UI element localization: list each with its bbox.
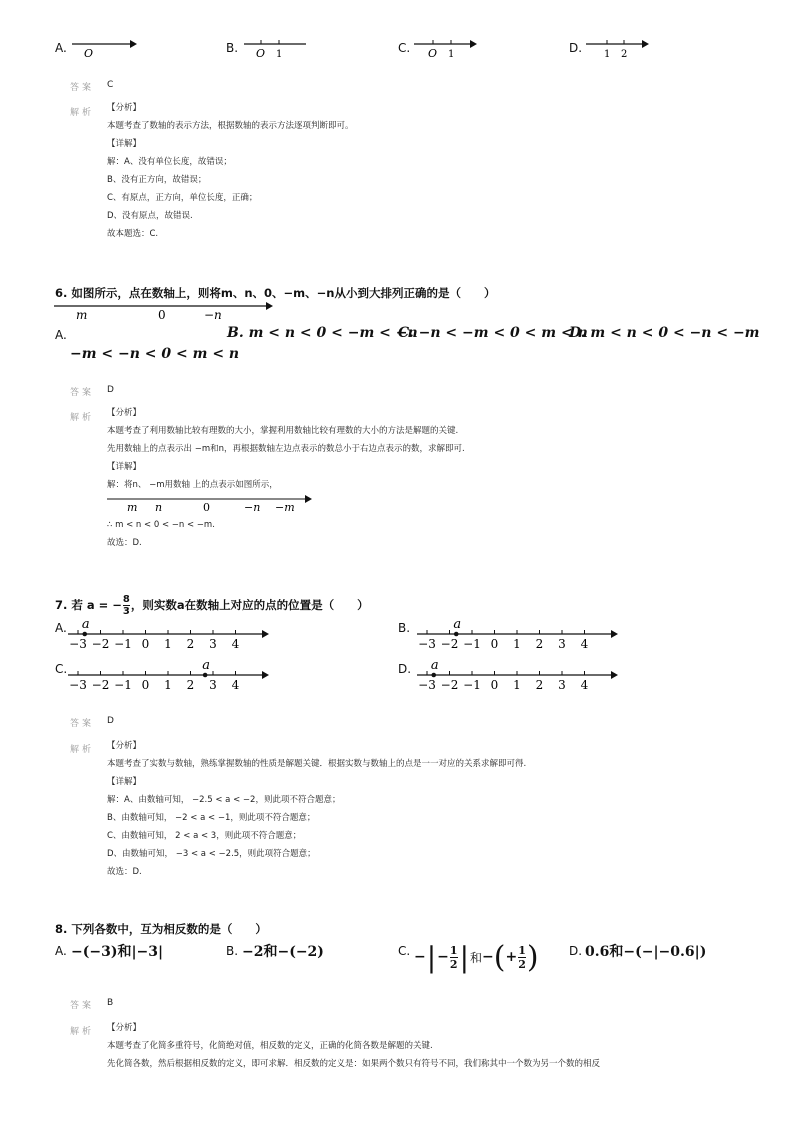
q6-analysis [107,404,465,494]
analysis-line: D、没有原点，故错误. [107,211,193,221]
analysis-line: 【分析】 [107,408,142,418]
q5-option-c-axis [412,36,484,60]
fraction-numerator: 1 [518,943,526,957]
point-label: a [202,659,211,673]
q8-option-c: − | − $\frac{1}{2}$ | 和 − ( + $\frac{1}{2}$ ) [414,939,539,975]
analysis-line: 解：A、由数轴可知， −2.5 < a < −2，则此项不符合题意； [107,795,341,805]
tick-label: −2 [440,637,459,651]
q7-option-c-number-line [66,659,276,693]
analysis-line: 【分析】 [107,103,142,113]
q8-option-c-and: 和 [470,950,483,965]
analysis-line: 解：A、没有单位长度，故错误； [107,157,232,167]
analysis-line: 本题考查了数轴的表示方法，根据数轴的表示方法逐项判断即可。 [107,121,354,131]
q8-analysis [107,1019,600,1073]
answer-value: B [107,998,114,1008]
point-a [454,632,459,637]
analysis-tag: 解析 [70,1027,95,1037]
tick-label: −2 [91,678,110,692]
analysis-line: C、由数轴可知， 2 < a < 3，则此项不符合题意； [107,831,302,841]
analysis-line: 解：将n、 −m用数轴 上的点表示如图所示， [107,480,278,490]
answer-tag: 答案 [70,719,95,729]
tick-label: 0 [490,678,499,692]
axis-label: m [76,308,88,322]
point-a [431,673,436,678]
tick-label: −1 [463,637,481,651]
q7-title-post: ，则实数a在数轴上对应的点的位置是（ ） [130,598,369,612]
fraction-numerator: 8 [122,594,130,605]
q8-option-b-letter: B. [226,944,239,958]
axis-label: 0 [203,501,210,514]
q5-analysis [107,99,354,243]
tick-label: 2 [535,637,544,651]
tick-label: 2 [186,678,195,692]
point-label: a [430,659,439,673]
analysis-line: 先用数轴上的点表示出 −m和n，再根据数轴左边点表示的数总小于右边点表示的数，求解即可. [107,444,465,454]
q8-option-b: −2和−(−2) [242,944,324,960]
fraction-numerator: 1 [449,943,458,957]
q7-title-pre: 7. 若 a = − [55,598,122,612]
analysis-line: D、由数轴可知， −3 < a < −2.5，则此项符合题意； [107,849,316,859]
tick-label: −3 [69,637,87,651]
tick-label: 3 [558,678,566,692]
axis-label: −n [244,501,261,514]
analysis-line: 故选：D. [107,538,142,548]
q6-option-d: D. m < n < 0 < −n < −m [569,325,760,341]
tick-label: 4 [231,637,240,651]
tick-label: −2 [91,637,110,651]
q5-option-d-axis [584,36,656,60]
q6-option-c: C. −n < −m < 0 < m < n [398,325,588,341]
q5-option-a-axis [70,36,140,60]
tick-label: 2 [535,678,544,692]
analysis-line: C、有原点，正方向，单位长度，正确； [107,193,258,203]
tick-label: −1 [463,678,481,692]
tick-label: −3 [418,637,436,651]
axis-label: −m [275,501,295,514]
tick-label: 4 [231,678,240,692]
q6-option-b: B. m < n < 0 < −m < −n [227,325,418,341]
answer-value: D [107,385,114,395]
axis-label: m [127,501,138,514]
analysis-tag: 解析 [70,413,95,423]
analysis-line: 【详解】 [107,462,142,472]
fraction-denominator: 2 [518,957,526,971]
axis-arrow [262,671,269,679]
tick-label: 4 [580,637,589,651]
axis-label: 0 [158,308,166,322]
tick-label: 1 [164,637,172,651]
q5-option-b-letter: B. [226,41,239,55]
point-a [203,673,208,678]
q8-option-c-letter: C. [398,944,411,958]
tick-label: −1 [114,678,132,692]
q7-option-b-letter: B. [398,621,411,635]
q6-title: 6. 如图所示，点在数轴上，则将m、n、0、−m、−n从小到大排列正确的是（ ） [55,286,496,300]
answer-tag: 答案 [70,388,95,398]
axis-label: O [84,47,94,60]
analysis-line: B、没有正方向，故错误； [107,175,207,185]
tick-label: 2 [186,637,195,651]
point-label: a [81,618,90,632]
tick-label: 0 [141,678,150,692]
axis-arrow [262,630,269,638]
q8-option-d: 0.6和−(−|−0.6|) [585,944,707,960]
axis-label: O [256,47,266,60]
axis-label: 1 [604,49,611,60]
axis-arrow [611,671,618,679]
tick-label: 1 [513,678,521,692]
axis-label: O [428,47,438,60]
axis-label: −n [204,308,222,322]
q8-option-d-letter: D. [569,944,583,958]
analysis-line: 故本题选：C. [107,229,159,239]
axis-label: 1 [276,49,283,60]
axis-label: 2 [621,49,628,60]
tick-label: 0 [141,637,150,651]
tick-label: 1 [164,678,172,692]
analysis-line: 【分析】 [107,741,142,751]
q6-solution-number-line [107,494,317,516]
axis-arrow [611,630,618,638]
answer-tag: 答案 [70,1001,95,1011]
analysis-line: 【详解】 [107,139,142,149]
analysis-tag: 解析 [70,745,95,755]
analysis-line: 本题考查了实数与数轴，熟练掌握数轴的性质是解题关键．根据实数与数轴上的点是一一对应的关系求解即可得. [107,759,527,769]
analysis-line: 故选：D. [107,867,142,877]
axis-label: n [155,501,163,514]
point-label: a [453,618,462,632]
tick-label: 4 [580,678,589,692]
analysis-line: 【详解】 [107,777,142,787]
analysis-line: 本题考查了利用数轴比较有理数的大小，掌握利用数轴比较有理数的大小的方法是解题的关键. [107,426,459,436]
q7-option-a-letter: A. [55,621,67,635]
tick-label: −1 [114,637,132,651]
q7-option-d-number-line [415,659,625,693]
tick-label: −2 [440,678,459,692]
q8-option-a: −(−3)和|−3| [71,944,164,960]
analysis-line: 先化简各数，然后根据相反数的定义，即可求解．相反数的定义是：如果两个数只有符号不同，我们称其中一个数为另一个数的相反 [107,1059,601,1069]
analysis-line: ∴ m < n < 0 < −n < −m. [107,520,215,530]
point-a [82,632,87,637]
q6-option-a-letter: A. [55,328,67,342]
q6-option-a: −m < −n < 0 < m < n [70,346,240,362]
axis-label: 1 [448,49,455,60]
q7-option-b-number-line [415,618,625,652]
answer-value: D [107,716,114,726]
analysis-line: 本题考查了化简多重符号，化简绝对值，相反数的定义，正确的化简各数是解题的关键. [107,1041,433,1051]
tick-label: −3 [418,678,436,692]
tick-label: 1 [513,637,521,651]
q6-number-line [54,300,279,324]
q7-title [55,594,369,617]
fraction-denominator: 2 [449,957,458,971]
analysis-line: B、由数轴可知， −2 < a < −1，则此项不符合题意； [107,813,316,823]
tick-label: −3 [69,678,87,692]
analysis-line: 【分析】 [107,1023,142,1033]
q7-option-c-letter: C. [55,662,68,676]
q6-analysis-end [107,516,215,552]
answer-value: C [107,80,114,90]
q7-analysis [107,737,526,881]
tick-label: 0 [490,637,499,651]
tick-label: 3 [558,637,566,651]
analysis-tag: 解析 [70,108,95,118]
fraction-denominator: 3 [122,606,130,617]
q5-option-b-axis [242,36,312,60]
q7-option-a-number-line [66,618,276,652]
tick-label: 3 [209,637,217,651]
q5-option-a-letter: A. [55,41,67,55]
q5-option-c-letter: C. [398,41,411,55]
answer-tag: 答案 [70,83,95,93]
tick-label: 3 [209,678,217,692]
q7-option-d-letter: D. [398,662,412,676]
q8-option-a-letter: A. [55,944,67,958]
q5-option-d-letter: D. [569,41,583,55]
q8-title: 8. 下列各数中，互为相反数的是（ ） [55,922,267,936]
